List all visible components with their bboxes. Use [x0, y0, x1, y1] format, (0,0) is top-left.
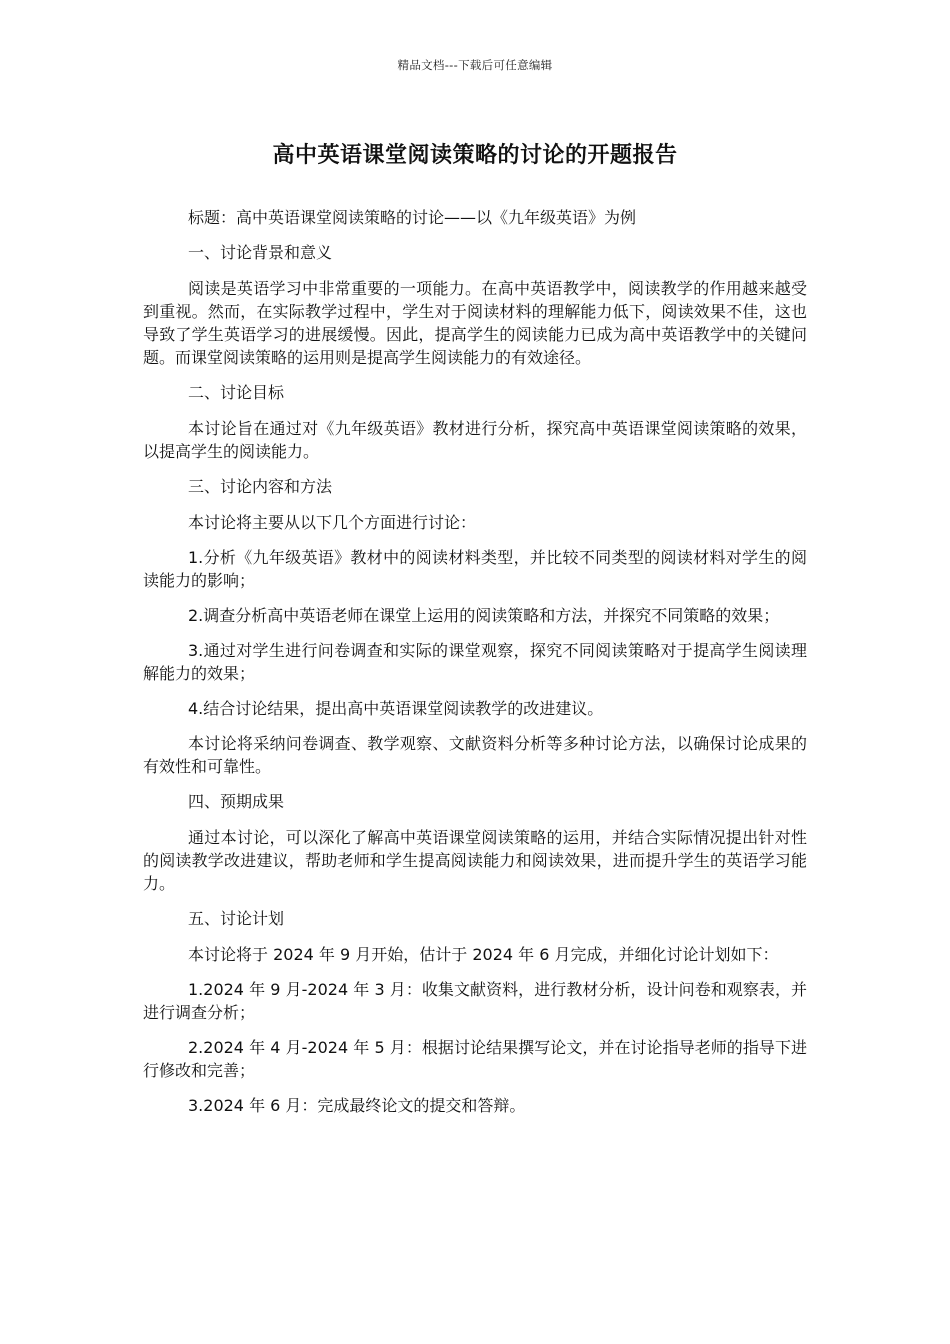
goals-paragraph: 本讨论旨在通过对《九年级英语》教材进行分析，探究高中英语课堂阅读策略的效果，以提高学生的阅读能力。: [143, 419, 807, 461]
section-heading-plan: 五、讨论计划: [188, 909, 285, 928]
content-item-4: 4.结合讨论结果，提出高中英语课堂阅读教学的改进建议。: [188, 699, 604, 718]
page-header: 精品文档---下载后可任意编辑: [397, 58, 553, 72]
plan-item-1: 1.2024 年 9 月-2024 年 3 月：收集文献资料，进行教材分析，设计问卷和观察表，并进行调查分析；: [143, 980, 807, 1022]
content-item-2: 2.调查分析高中英语老师在课堂上运用的阅读策略和方法，并探究不同策略的效果；: [188, 606, 780, 625]
expected-results-paragraph: 通过本讨论，可以深化了解高中英语课堂阅读策略的运用，并结合实际情况提出针对性的阅读教学改进建议，帮助老师和学生提高阅读能力和阅读效果，进而提升学生的英语学习能力。: [143, 828, 807, 893]
background-paragraph: 阅读是英语学习中非常重要的一项能力。在高中英语教学中，阅读教学的作用越来越受到重视。然而，在实际教学过程中，学生对于阅读材料的理解能力低下，阅读效果不佳，这也导致了学生英语学习的进展缓慢。因此，提高学生的阅读能力已成为高中英语教学中的关键问题。而课堂阅读策略的运用则是提高学生阅读能力的有效途径。: [143, 279, 807, 367]
plan-item-3: 3.2024 年 6 月：完成最终论文的提交和答辩。: [188, 1096, 526, 1115]
content-item-3: 3.通过对学生进行问卷调查和实际的课堂观察，探究不同阅读策略对于提高学生阅读理解能力的效果；: [143, 641, 807, 683]
plan-intro-paragraph: 本讨论将于 2024 年 9 月开始，估计于 2024 年 6 月完成，并细化讨论计划如下：: [188, 945, 779, 964]
document-body: [143, 206, 807, 1129]
section-heading-goals: 二、讨论目标: [188, 383, 285, 402]
plan-item-2: 2.2024 年 4 月-2024 年 5 月：根据讨论结果撰写论文，并在讨论指导老师的指导下进行修改和完善；: [143, 1038, 807, 1080]
content-item-1: 1.分析《九年级英语》教材中的阅读材料类型，并比较不同类型的阅读材料对学生的阅读能力的影响；: [143, 548, 807, 590]
section-heading-background: 一、讨论背景和意义: [188, 243, 333, 262]
content-intro-paragraph: 本讨论将主要从以下几个方面进行讨论：: [188, 513, 477, 532]
subtitle-paragraph: 标题：高中英语课堂阅读策略的讨论——以《九年级英语》为例: [188, 208, 637, 227]
section-heading-content-methods: 三、讨论内容和方法: [188, 477, 333, 496]
methods-paragraph: 本讨论将采纳问卷调查、教学观察、文献资料分析等多种讨论方法，以确保讨论成果的有效性和可靠性。: [143, 734, 807, 776]
document-title: 高中英语课堂阅读策略的讨论的开题报告: [272, 143, 678, 168]
section-heading-expected-results: 四、预期成果: [188, 792, 285, 811]
